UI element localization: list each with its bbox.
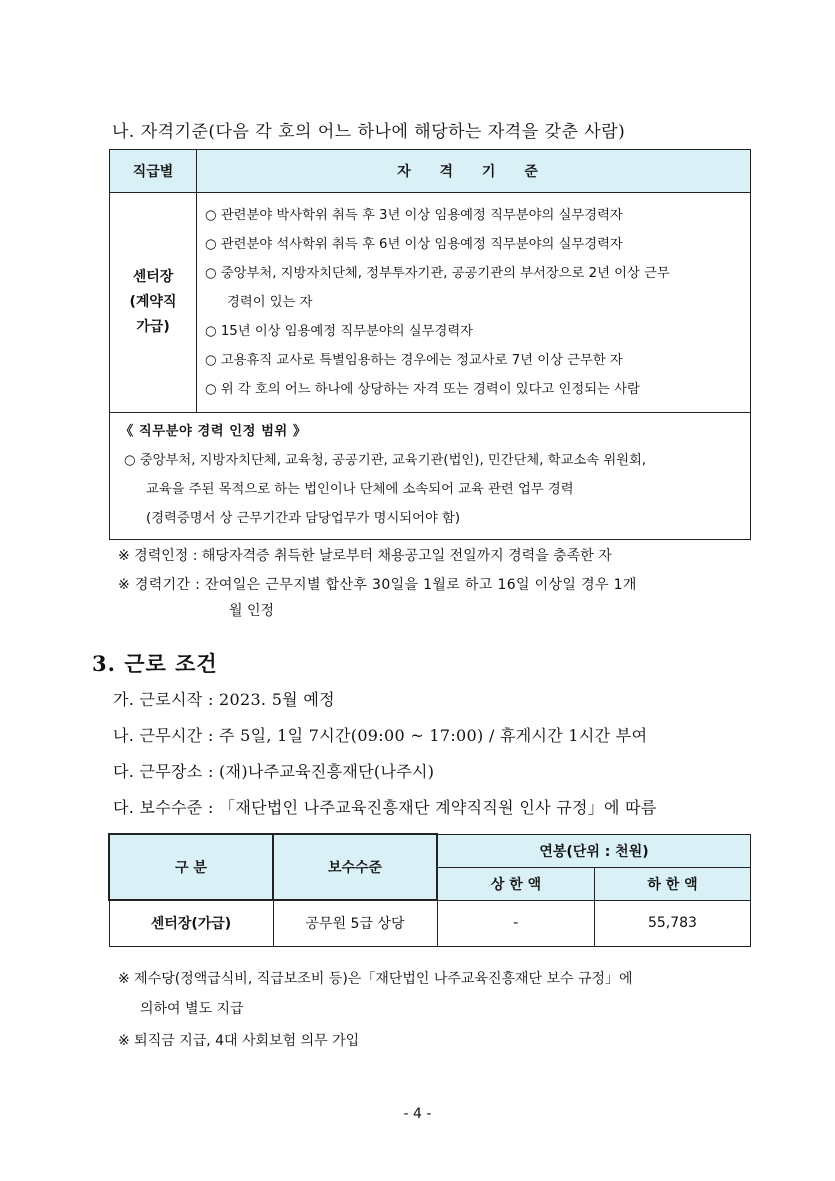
position-line: (계약직	[129, 294, 177, 310]
pay-col-upper: 상 한 액	[437, 867, 594, 900]
pay-cell-upper: -	[437, 900, 594, 946]
pay-col-lower: 하 한 액	[594, 867, 750, 900]
condition-salary: 다. 보수수준 : 「재단법인 나주교육진흥재단 계약직직원 인사 규정」에 따름	[113, 798, 657, 817]
condition-place: 다. 근무장소 : (재)나주교육진흥재단(나주시)	[113, 762, 435, 781]
criteria-item: ○ 관련분야 박사학위 취득 후 3년 이상 임용예정 직무분야의 실무경력자	[205, 208, 623, 223]
page-number: - 4 -	[403, 1106, 432, 1122]
table-row	[109, 900, 751, 946]
qualification-table	[109, 149, 751, 540]
pay-table	[108, 833, 751, 947]
qualification-heading: 나. 자격기준(다음 각 호의 어느 하나에 해당하는 자격을 갖춘 사람)	[112, 122, 626, 142]
note-career-period-continued: 월 인정	[229, 603, 275, 619]
note-career-recognition: ※ 경력인정 : 해당자격증 취득한 날로부터 채용공고일 전일까지 경력을 충족한 자	[118, 548, 612, 564]
pay-col-level: 보수수준	[273, 834, 437, 900]
position-line: 센터장	[132, 269, 174, 285]
criteria-item: ○ 중앙부처, 지방자치단체, 정부투자기관, 공공기관의 부서장으로 2년 이상 근무	[205, 266, 670, 281]
pay-cell-division: 센터장(가급)	[109, 900, 273, 946]
position-cell	[110, 193, 197, 413]
position-line: 가급)	[136, 319, 170, 335]
criteria-item-continued: 경력이 있는 자	[227, 295, 313, 310]
criteria-cell	[197, 193, 751, 413]
pay-cell-lower: 55,783	[594, 900, 750, 946]
col-header-criteria: 자 격 기 준	[197, 150, 751, 193]
pay-col-division: 구 분	[109, 834, 273, 900]
career-range-title: 《 직무분야 경력 인정 범위 》	[120, 424, 307, 439]
criteria-item: ○ 고용휴직 교사로 특별임용하는 경우에는 정교사로 7년 이상 근무한 자	[205, 353, 623, 368]
condition-start: 가. 근로시작 : 2023. 5월 예정	[113, 690, 335, 709]
col-header-position: 직급별	[110, 150, 197, 193]
footnote-severance: ※ 퇴직금 지급, 4대 사회보험 의무 가입	[118, 1033, 360, 1049]
pay-col-salary: 연봉(단위 : 천원)	[437, 834, 751, 867]
footnote-allowance: ※ 제수당(정액급식비, 직급보조비 등)은「재단법인 나주교육진흥재단 보수 규정」에	[118, 971, 633, 987]
career-range-line: ○ 중앙부처, 지방자치단체, 교육청, 공공기관, 교육기관(법인), 민간단체, 학교소속 위원회,	[124, 453, 647, 468]
criteria-item: ○ 15년 이상 임용예정 직무분야의 실무경력자	[205, 324, 474, 339]
career-range-line: (경력증명서 상 근무기간과 담당업무가 명시되어야 함)	[146, 511, 461, 526]
career-range-cell	[110, 413, 751, 540]
criteria-item: ○ 관련분야 석사학위 취득 후 6년 이상 임용예정 직무분야의 실무경력자	[205, 237, 623, 252]
pay-cell-level: 공무원 5급 상당	[273, 900, 437, 946]
note-career-period: ※ 경력기간 : 잔여일은 근무지별 합산후 30일을 1월로 하고 16일 이상일 경우 1개	[118, 577, 637, 593]
condition-hours: 나. 근무시간 : 주 5일, 1일 7시간(09:00 ~ 17:00) / 휴게시간 1시간 부여	[113, 726, 648, 745]
criteria-item: ○ 위 각 호의 어느 하나에 상당하는 자격 또는 경력이 있다고 인정되는 사람	[205, 382, 640, 397]
career-range-line: 교육을 주된 목적으로 하는 법인이나 단체에 소속되어 교육 관련 업무 경력	[146, 482, 574, 497]
section-title: 3. 근로 조건	[92, 651, 218, 676]
footnote-allowance-continued: 의하여 별도 지급	[140, 1001, 244, 1017]
